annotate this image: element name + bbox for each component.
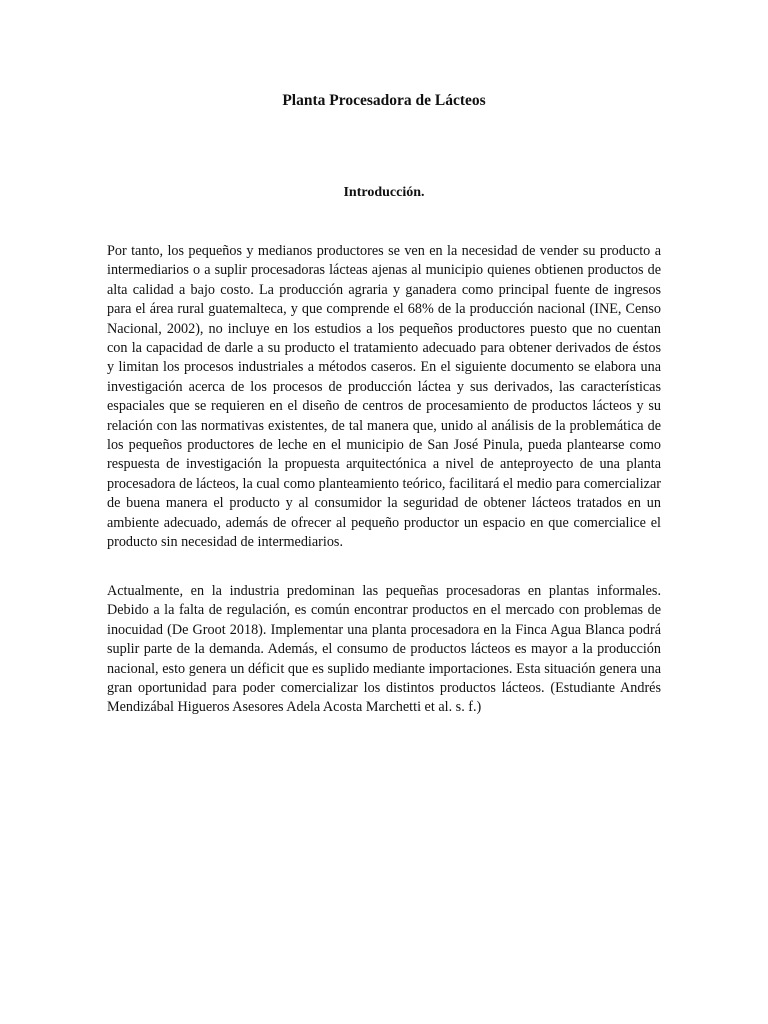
paragraph-introduction-2: Actualmente, en la industria predominan las pequeñas procesadoras en plantas informales. Debido a la falta de regulación, es común encontrar productos en el mercado con problemas de inocuidad (De Groot 2018). Implementar una planta procesadora en la Finca Agua Blanca podrá suplir parte de la demanda. Además, el consumo de productos lácteos es mayor a la producción nacional, esto genera un déficit que es suplido mediante importaciones. Esta situación genera una gran oportunidad para poder comercializar los distintos productos lácteos. (Estudiante Andrés Mendizábal Higueros Asesores Adela Acosta Marchetti et al. s. f.) [107, 583, 661, 716]
section-heading-introduction: Introducción. [343, 185, 425, 200]
paragraph-introduction-1: Por tanto, los pequeños y medianos productores se ven en la necesidad de vender su producto a intermediarios o a suplir procesadoras lácteas ajenas al municipio quienes obtienen productos de alta calidad a bajo costo. La producción agraria y ganadera como principal fuente de ingresos para el área rural guatemalteca, y que comprende el 68% de la producción nacional (INE, Censo Nacional, 2002), no incluye en los estudios a los pequeños productores puesto que no cuentan con la capacidad de darle a su producto el tratamiento adecuado para obtener derivados de éstos y limitan los procesos industriales a métodos caseros. En el siguiente documento se elabora una investigación acerca de los procesos de producción láctea y sus derivados, las características espaciales que se requieren en el diseño de centros de procesamiento de productos lácteos y su relación con las normativas existentes, de tal manera que, unido al análisis de la problemática de los pequeños productores de leche en el municipio de San José Pinula, pueda plantearse como respuesta de investigación la propuesta arquitectónica a nivel de anteproyecto de una planta procesadora de lácteos, la cual como planteamiento teórico, facilitará el medio para comercializar de buena manera el producto y al consumidor la seguridad de obtener lácteos tratados en un ambiente adecuado, además de ofrecer al pequeño productor un espacio en que comercialice el producto sin necesidad de intermediarios. [107, 243, 661, 551]
document-title: Planta Procesadora de Lácteos [282, 92, 486, 109]
